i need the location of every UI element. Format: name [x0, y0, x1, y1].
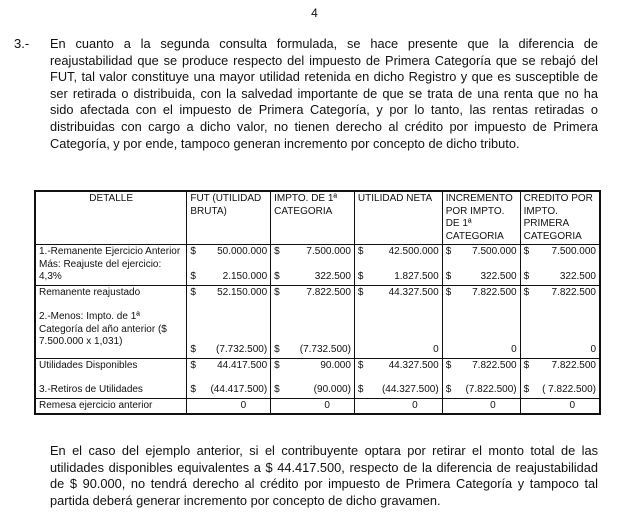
row3-incremento	[442, 358, 520, 398]
row2-utilidad-neta	[354, 285, 442, 358]
row4-utilidad-neta: 0	[354, 398, 442, 414]
cell-value: 322.500	[480, 270, 517, 282]
currency-sign: $	[190, 384, 196, 395]
header-credito: CREDITO POR IMPTO. PRIMERA CATEGORIA	[520, 191, 600, 245]
currency-sign: $	[274, 270, 280, 282]
cell-value: 7.822.500	[551, 359, 596, 371]
row3-credito	[520, 358, 600, 398]
cell-value: 7.500.000	[306, 246, 351, 257]
currency-sign: $	[190, 359, 196, 371]
header-detalle: DETALLE	[35, 191, 187, 245]
row3-label-b: 3.-Retiros de Utilidades	[39, 384, 143, 395]
currency-sign: $	[274, 359, 280, 371]
paragraph-intro: En cuanto a la segunda consulta formulada, se hace presente que la diferencia de reajustabilidad que se produce respecto del impuesto de Primera Categoría que se rebajó del FUT, tal valor constituye una mayor utilidad retenida en dicho Registro y que es susceptible de ser retirada o distribuida, con la salvedad importante de que se trata de una renta que no ha sido afectada con el impuesto de Primera Categoría, y por lo tanto, las rentas retiradas o distribuidas con cargo a dicho valor, no tienen derecho al crédito por impuesto de Primera Categoría, y por ende, tampoco generan incremento por concepto de dicho tributo.	[50, 36, 598, 151]
row4-detalle: Remesa ejercicio anterior	[35, 398, 187, 414]
row3-impto	[271, 358, 355, 398]
cell-value: 7.822.500	[472, 359, 517, 371]
header-utilidad-neta: UTILIDAD NETA	[354, 191, 442, 245]
row1-incremento	[442, 245, 520, 286]
row2-credito	[520, 285, 600, 358]
row4-credito: 0	[520, 398, 600, 414]
currency-sign: $	[274, 344, 280, 355]
currency-sign: $	[523, 270, 530, 282]
row4-fut: 0	[187, 398, 271, 414]
row4-impto: 0	[271, 398, 355, 414]
table-row	[35, 245, 600, 286]
row4-incremento: 0	[442, 398, 520, 414]
cell-value: 0	[433, 344, 439, 355]
cell-value: 7.500.000	[551, 246, 596, 257]
calculation-table	[34, 190, 601, 415]
currency-sign: $	[357, 286, 364, 298]
currency-sign: $	[523, 286, 530, 298]
cell-value: 7.822.500	[472, 286, 517, 298]
cell-value: ( 7.822.500)	[542, 384, 596, 395]
cell-value: 0	[511, 344, 517, 355]
table-row	[35, 358, 600, 398]
row3-fut	[187, 358, 271, 398]
paragraph-example: En el caso del ejemplo anterior, si el contribuyente optara por retirar el monto total de las utilidades disponibles equivalentes a $ 44.417.500, respecto de la diferencia de reajustabilidad de $ 90.000, no tendrá derecho al crédito por impuesto de Primera Categoría y tampoco tal partida deberá generar incremento por concepto de dicho gravamen.	[50, 443, 598, 508]
cell-value: 0	[590, 344, 596, 355]
row2-label-a: Remanente reajustado	[39, 286, 141, 298]
cell-value: 90.000	[320, 359, 351, 371]
row2-fut	[187, 285, 271, 358]
table-row	[35, 285, 600, 358]
row2-impto	[271, 285, 355, 358]
currency-sign: $	[523, 246, 530, 257]
currency-sign: $	[190, 246, 196, 257]
cell-value: (7.822.500)	[465, 384, 517, 395]
currency-sign: $	[190, 270, 196, 282]
currency-sign: $	[445, 286, 452, 298]
page-number: 4	[311, 6, 318, 20]
currency-sign: $	[445, 270, 452, 282]
cell-value: 7.822.500	[306, 286, 351, 298]
row1-fut	[187, 245, 271, 286]
header-incremento: INCREMENTO POR IMPTO. DE 1ª CATEGORIA	[442, 191, 520, 245]
item-number: 3.-	[14, 36, 30, 51]
cell-value: 52.150.000	[217, 286, 268, 298]
currency-sign: $	[274, 246, 280, 257]
table-header-row	[35, 191, 600, 245]
header-fut: FUT (UTILIDAD BRUTA)	[187, 191, 271, 245]
cell-value: 44.327.500	[388, 359, 439, 371]
row1-impto	[271, 245, 355, 286]
cell-value: (7.732.500)	[216, 344, 268, 355]
currency-sign: $	[523, 384, 530, 395]
row3-utilidad-neta	[354, 358, 442, 398]
cell-value: (7.732.500)	[299, 344, 351, 355]
currency-sign: $	[445, 359, 452, 371]
cell-value: 1.827.500	[394, 270, 439, 282]
currency-sign: $	[357, 270, 364, 282]
row2-incremento	[442, 285, 520, 358]
cell-value: 322.500	[559, 270, 596, 282]
cell-value: (44.417.500)	[210, 384, 268, 395]
cell-value: 2.150.000	[222, 270, 268, 282]
row2-label-b: 2.-Menos: Impto. de 1ª Categoría del año anterior ($ 7.500.000 x 1,031)	[39, 311, 167, 347]
row1-detalle	[35, 245, 187, 286]
row3-label-a: Utilidades Disponibles	[39, 359, 138, 371]
cell-value: 50.000.000	[217, 246, 268, 257]
row1-credito	[520, 245, 600, 286]
currency-sign: $	[523, 359, 530, 371]
row1-utilidad-neta	[354, 245, 442, 286]
table-row	[35, 398, 600, 414]
currency-sign: $	[357, 384, 364, 395]
currency-sign: $	[445, 384, 452, 395]
currency-sign: $	[190, 286, 196, 298]
cell-value: 44.417.500	[217, 359, 268, 371]
header-impto: IMPTO. DE 1ª CATEGORIA	[271, 191, 355, 245]
currency-sign: $	[190, 344, 196, 355]
cell-value: (90.000)	[313, 384, 351, 395]
row3-detalle	[35, 358, 187, 398]
cell-value: 42.500.000	[388, 246, 439, 257]
row1-label-a: 1.-Remanente Ejercicio Anterior	[39, 246, 181, 257]
currency-sign: $	[274, 286, 280, 298]
cell-value: 44.327.500	[388, 286, 439, 298]
currency-sign: $	[357, 246, 364, 257]
currency-sign: $	[445, 246, 452, 257]
row1-label-b: Más: Reajuste del ejercicio: 4,3%	[39, 258, 162, 282]
cell-value: (44.327.500)	[381, 384, 439, 395]
cell-value: 322.500	[314, 270, 351, 282]
currency-sign: $	[357, 359, 364, 371]
cell-value: 7.500.000	[472, 246, 517, 257]
cell-value: 7.822.500	[551, 286, 596, 298]
row2-detalle	[35, 285, 187, 358]
currency-sign: $	[274, 384, 280, 395]
